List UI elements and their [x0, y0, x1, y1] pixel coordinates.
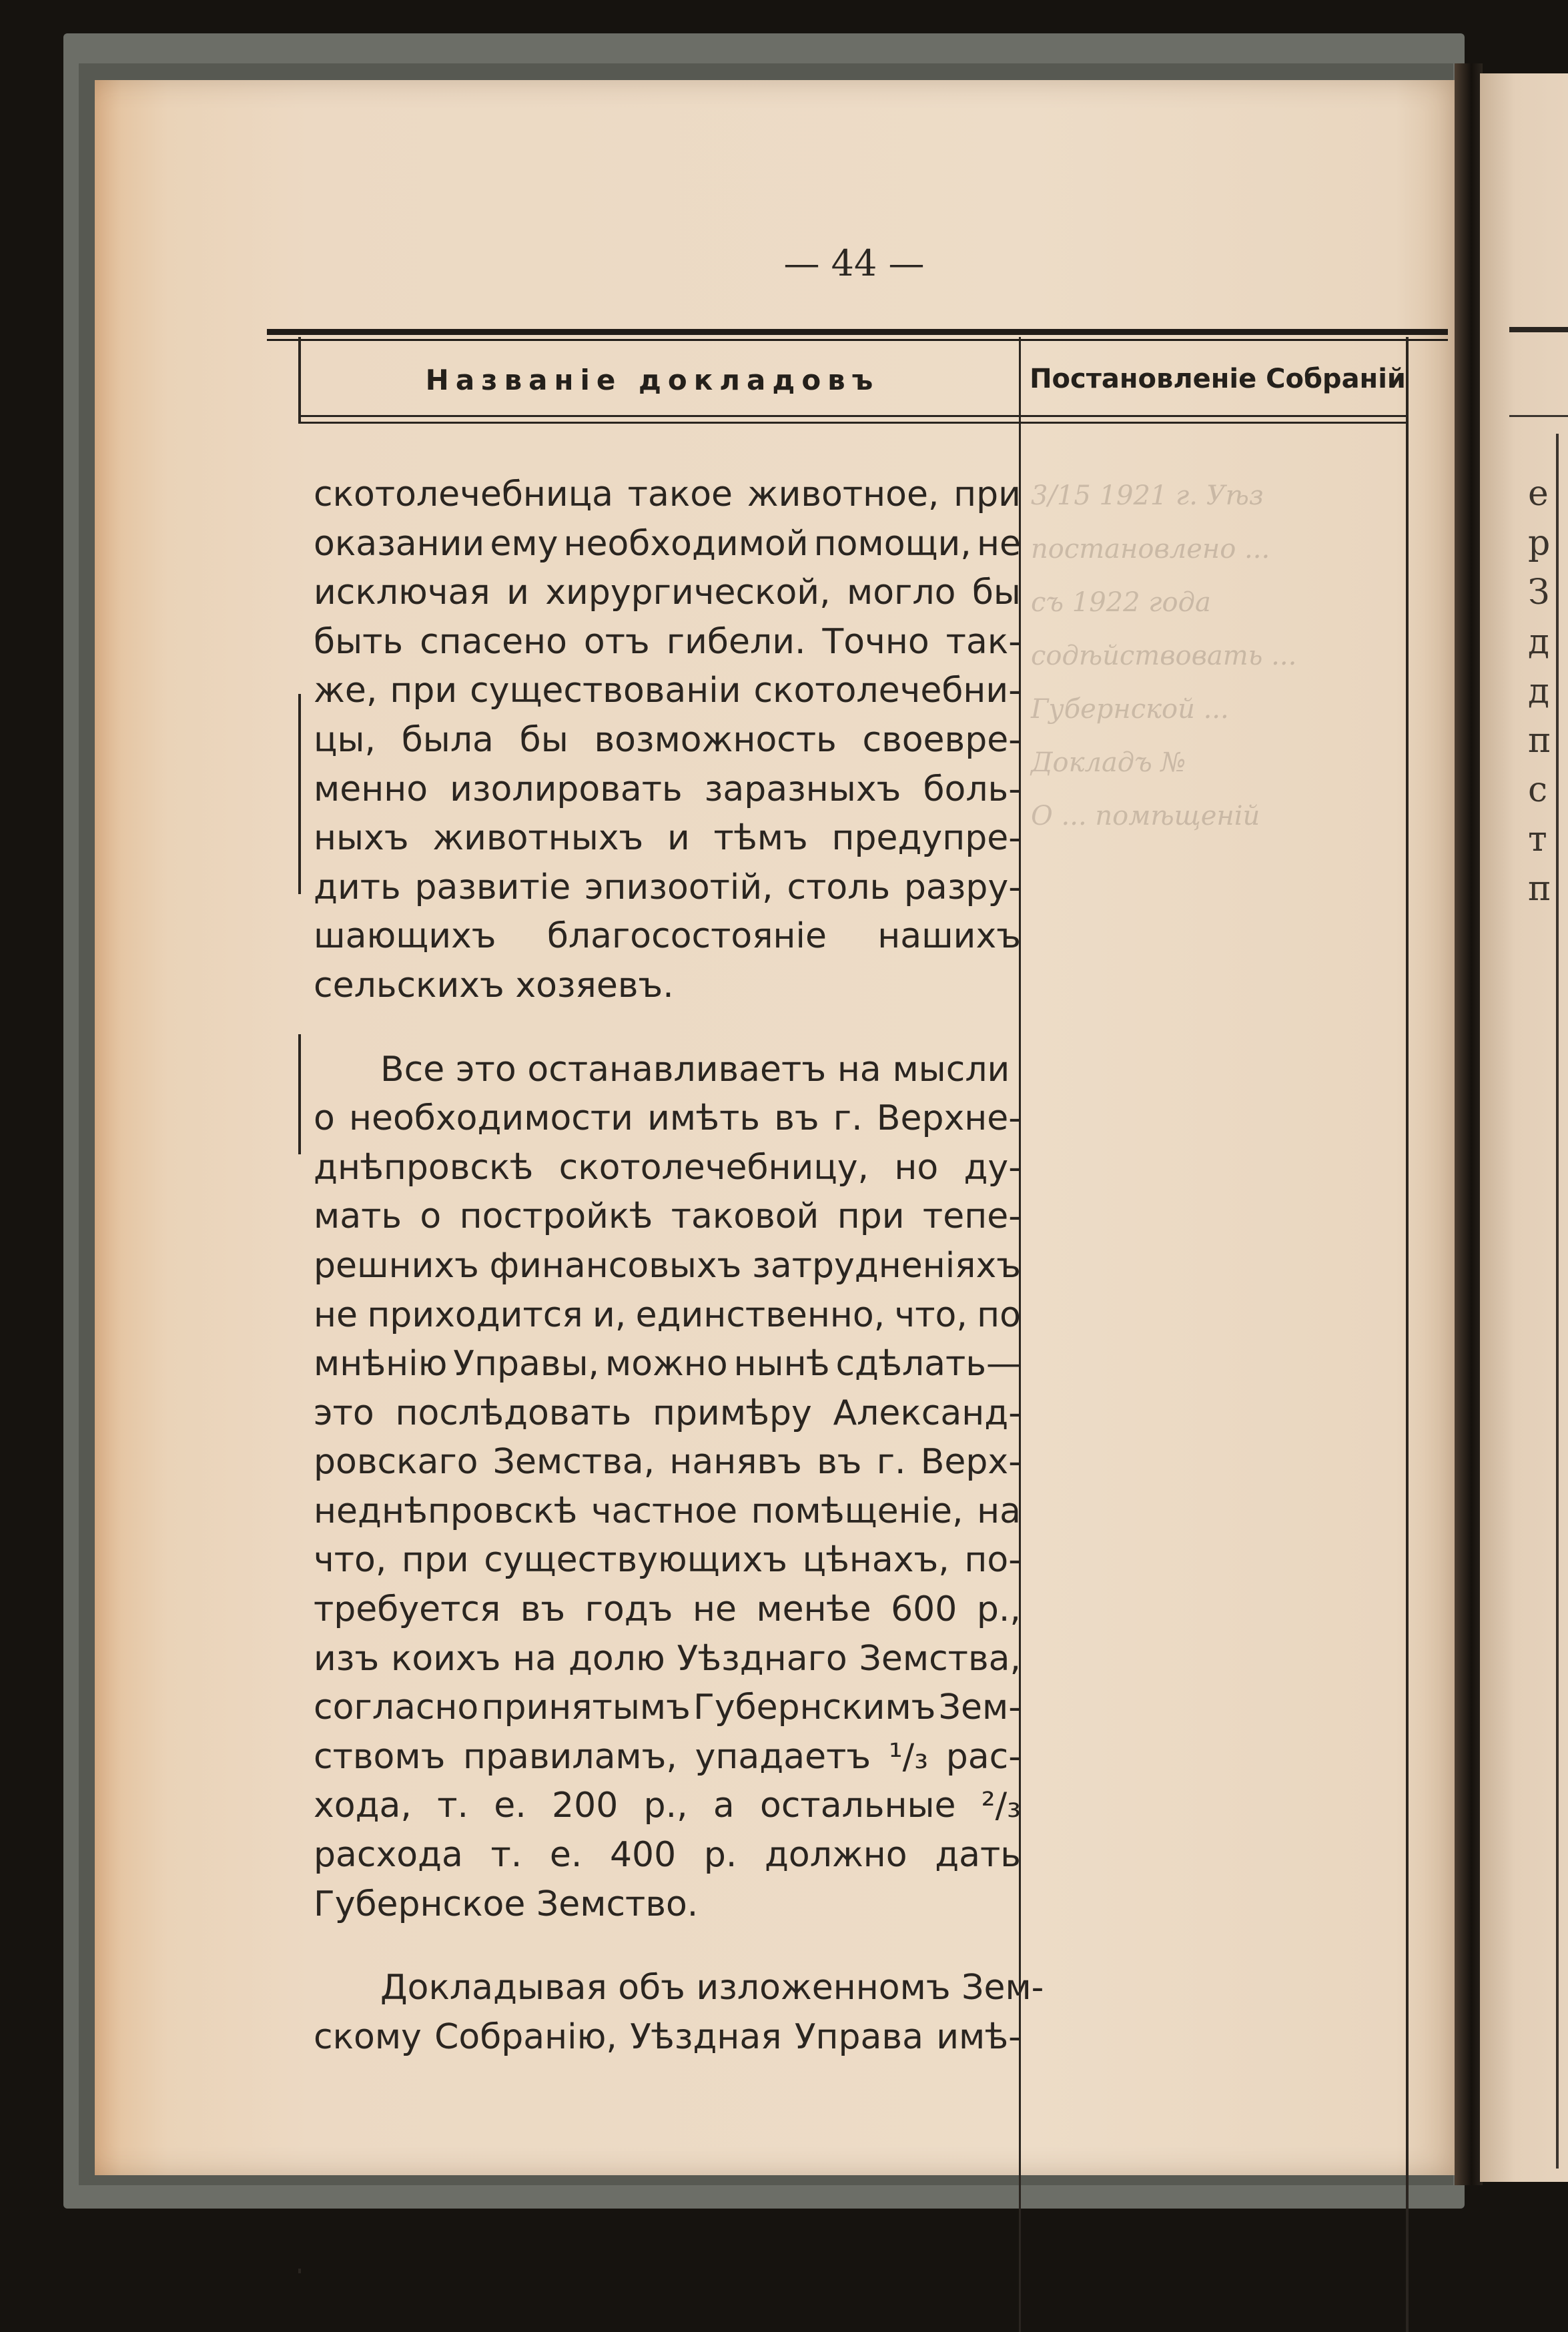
bleed-through-text: Губернской ... — [1031, 694, 1229, 725]
right-page-letter: р — [1528, 523, 1551, 563]
bleed-through-text: 3/15 1921 г. Уѣз — [1031, 480, 1264, 511]
text-line: же, при существованіи скотолечебни- — [314, 671, 1021, 711]
right-page-column-line — [1556, 434, 1559, 2169]
column-header-resolutions: Постановленіе Собраній — [1030, 364, 1406, 394]
bleed-through-text: Докладъ № — [1031, 747, 1186, 778]
text-line: хода, т. е. 200 р., а остальные ²/₃ — [314, 1786, 1021, 1826]
text-line: оказании ему необходимой помощи, не — [314, 523, 1021, 564]
table-right-border — [1406, 337, 1409, 2332]
text-line: не приходится и, единственно, что, по — [314, 1294, 1021, 1335]
right-page-rule — [1509, 327, 1568, 332]
table-left-border — [298, 2269, 301, 2273]
text-line: согласно принятымъ Губернскимъ Зем- — [314, 1687, 1021, 1728]
text-line: неднѣпровскѣ частное помѣщеніе, на — [314, 1491, 1021, 1531]
right-page-letter: с — [1528, 770, 1548, 810]
text-line: днѣпровскѣ скотолечебницу, но ду- — [314, 1147, 1021, 1188]
right-page-letter: д — [1528, 622, 1550, 662]
right-page-letter: е — [1528, 474, 1549, 514]
text-line: ровскаго Земства, нанявъ въ г. Верх- — [314, 1442, 1021, 1483]
text-line: быть спасено отъ гибели. Точно так- — [314, 621, 1021, 662]
text-line: решнихъ финансовыхъ затрудненіяхъ — [314, 1245, 1021, 1286]
text-line: о необходимости имѣть въ г. Верхне- — [314, 1098, 1021, 1139]
text-line: мнѣнію Управы, можно нынѣ сдѣлать— — [314, 1344, 1021, 1385]
text-line: Губернское Земство. — [314, 1884, 699, 1924]
column-header-reports: Названіе докладовъ — [425, 364, 880, 396]
right-page-letter: З — [1528, 572, 1550, 613]
paragraph-start: Все это останавливаетъ на мысли — [380, 1049, 1010, 1090]
header-rule-thin — [300, 422, 1408, 424]
text-line: изъ коихъ на долю Уѣзднаго Земства, — [314, 1638, 1021, 1679]
right-page-rule-thin — [1509, 415, 1568, 417]
text-line: дить развитіе эпизоотій, столь разру- — [314, 867, 1021, 907]
text-line: менно изолировать заразныхъ боль- — [314, 769, 1021, 809]
text-line: ствомъ правиламъ, упадаетъ ¹/₃ рас- — [314, 1736, 1021, 1777]
right-page-letter: т — [1528, 819, 1547, 859]
table-top-rule — [267, 329, 1448, 335]
right-page-letter: п — [1528, 721, 1551, 761]
right-page-edge — [1480, 73, 1568, 2182]
text-line: расхода т. е. 400 р. должно дать — [314, 1835, 1021, 1876]
text-line: шающихъ благосостояніе нашихъ — [314, 916, 1021, 957]
text-line: ныхъ животныхъ и тѣмъ предупре- — [314, 818, 1021, 859]
text-line: сельскихъ хозяевъ. — [314, 965, 674, 1006]
right-page-letter: п — [1528, 869, 1551, 909]
table-left-border — [298, 694, 301, 894]
text-line: исключая и хирургической, могло бы — [314, 572, 1021, 613]
table-top-rule-thin — [267, 339, 1448, 341]
text-line: мать о постройкѣ таковой при тепе- — [314, 1196, 1021, 1237]
bleed-through-text: съ 1922 года — [1031, 587, 1211, 618]
report-text — [314, 470, 1044, 2062]
text-line: это послѣдовать примѣру Александ- — [314, 1393, 1021, 1433]
header-rule — [300, 415, 1408, 417]
text-line: скому Собранію, Уѣздная Управа имѣ- — [314, 2016, 1021, 2057]
bleed-through-text: постановлено ... — [1031, 534, 1270, 564]
text-line: требуется въ годъ не менѣе 600 р., — [314, 1589, 1021, 1630]
page-number: — 44 — — [783, 242, 925, 284]
table-left-border — [298, 1034, 301, 1154]
paragraph-start: Докладывая объ изложенномъ Зем- — [380, 1968, 1044, 2008]
text-line: что, при существующихъ цѣнахъ, по- — [314, 1540, 1021, 1581]
bleed-through-text: О ... помѣщеній — [1031, 801, 1260, 831]
text-line: скотолечебница такое животное, при — [314, 474, 1021, 514]
book-gutter — [1455, 63, 1483, 2185]
text-line: цы, была бы возможность своевре- — [314, 719, 1021, 760]
bleed-through-text: содѣйствовать ... — [1031, 641, 1297, 671]
right-page-letter: д — [1528, 671, 1550, 711]
